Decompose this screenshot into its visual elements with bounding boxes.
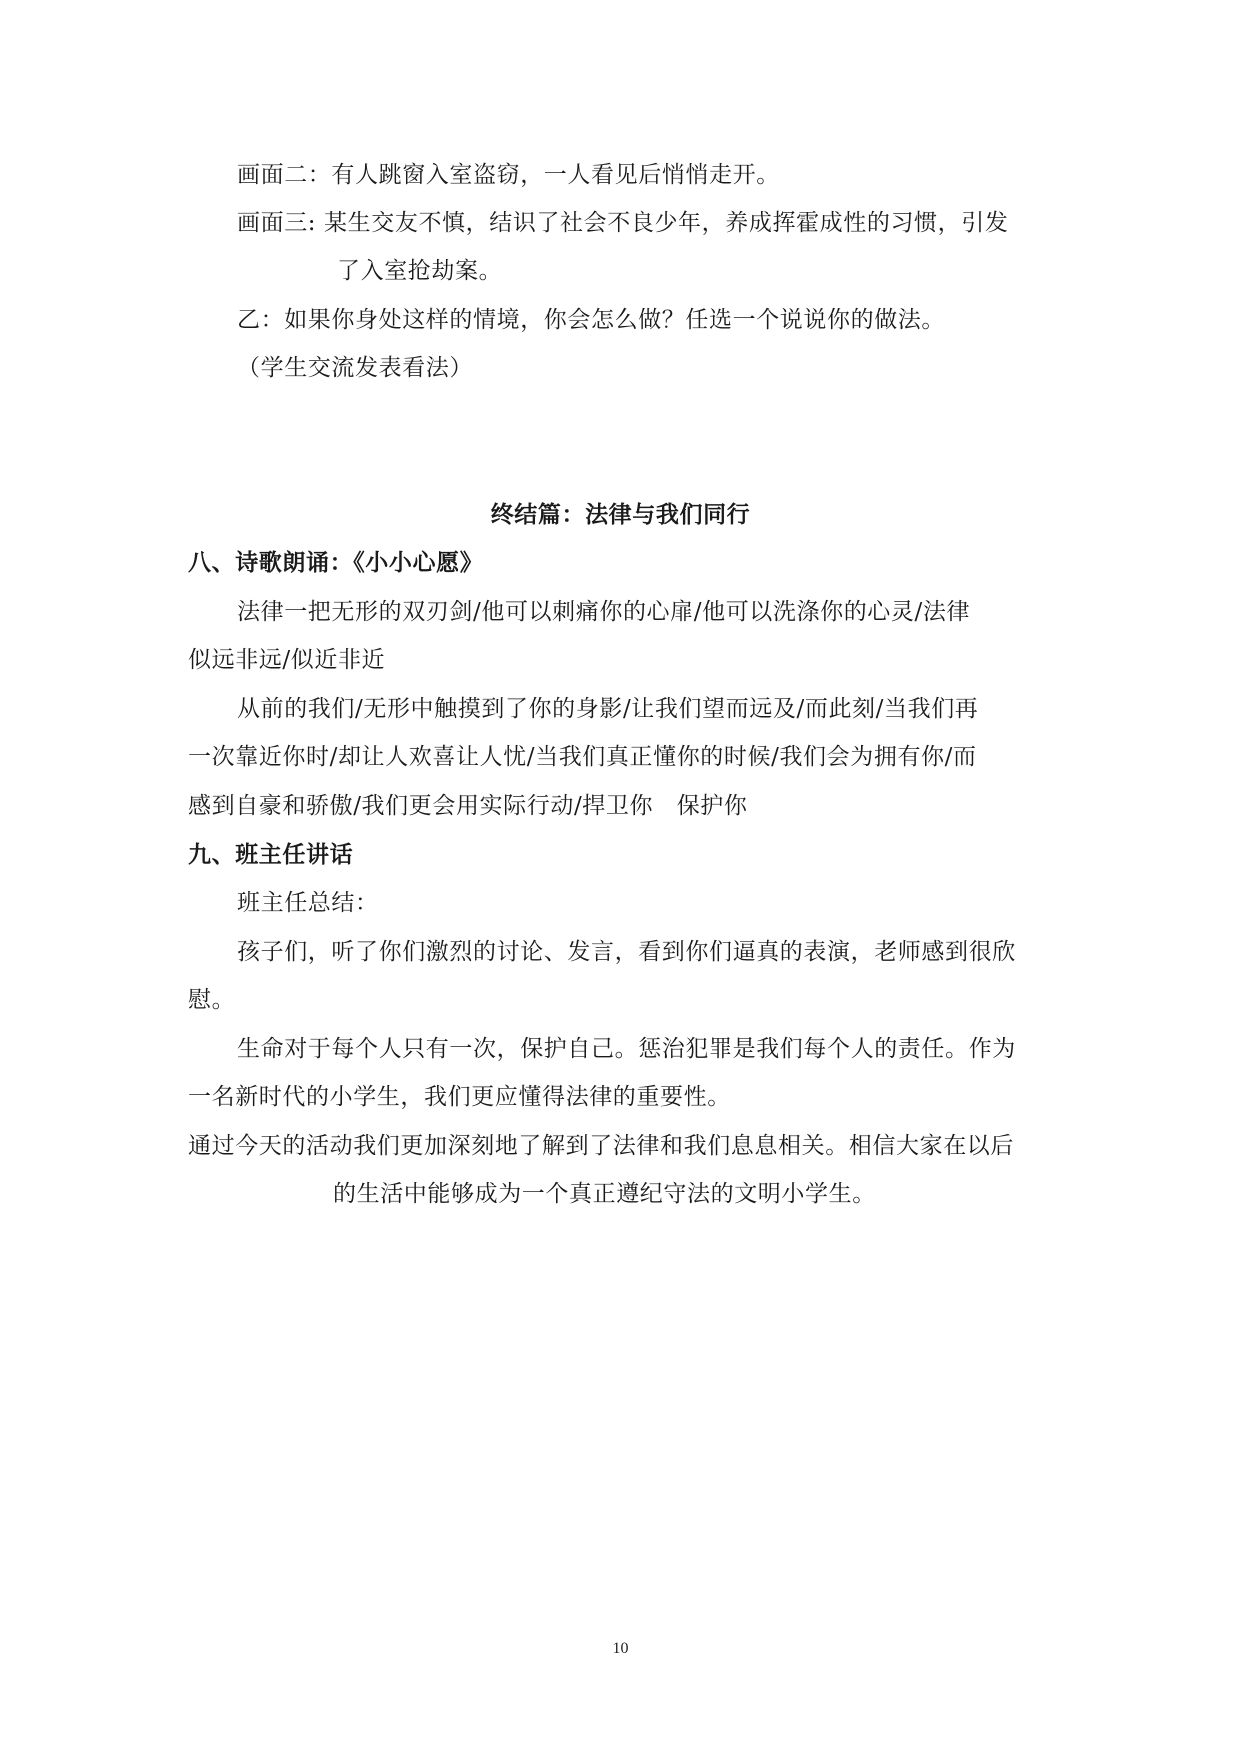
poem-para2-line2: 一次靠近你时/却让人欢喜让人忧/当我们真正懂你的时候/我们会为拥有你/而: [188, 744, 977, 770]
summary-para1-line1: 孩子们，听了你们激烈的讨论、发言，看到你们逼真的表演，老师感到很欣: [237, 939, 1016, 965]
scene-two-text: 画面二：有人跳窗入室盗窃，一人看见后悄悄走开。: [237, 162, 780, 188]
section-eight-heading: 八、诗歌朗诵：《小小心愿》: [188, 550, 484, 576]
summary-para2-line2: 一名新时代的小学生，我们更应懂得法律的重要性。: [188, 1084, 731, 1110]
page-number: 10: [612, 1640, 629, 1657]
question-text: 乙：如果你身处这样的情境，你会怎么做？任选一个说说你的做法。: [237, 307, 945, 333]
poem-para1-line1: 法律一把无形的双刃剑/他可以刺痛你的心扉/他可以洗涤你的心灵/法律: [237, 599, 971, 625]
teacher-summary-intro: 班主任总结：: [237, 890, 379, 916]
summary-para3-line2: 的生活中能够成为一个真正遵纪守法的文明小学生。: [333, 1181, 876, 1207]
summary-para2-line1: 生命对于每个人只有一次，保护自己。惩治犯罪是我们每个人的责任。作为: [237, 1036, 1016, 1062]
scene-three-text-line1: 画面三: 某生交友不慎，结识了社会不良少年，养成挥霍成性的习惯，引发: [237, 210, 1009, 236]
finale-title: 终结篇：法律与我们同行: [490, 502, 751, 528]
poem-para2-line1: 从前的我们/无形中触摸到了你的身影/让我们望而远及/而此刻/当我们再: [237, 696, 979, 722]
scene-three-text-line2: 了入室抢劫案。: [337, 258, 503, 284]
summary-para3-line1: 通过今天的活动我们更加深刻地了解到了法律和我们息息相关。相信大家在以后: [188, 1133, 1014, 1159]
summary-para1-line2: 慰。: [188, 987, 236, 1013]
student-note: （学生交流发表看法）: [237, 355, 473, 381]
poem-para2-line3: 感到自豪和骄傲/我们更会用实际行动/捍卫你 保护你: [188, 793, 748, 819]
section-nine-heading: 九、班主任讲话: [188, 842, 354, 868]
poem-para1-line2: 似远非远/似近非近: [188, 647, 386, 673]
